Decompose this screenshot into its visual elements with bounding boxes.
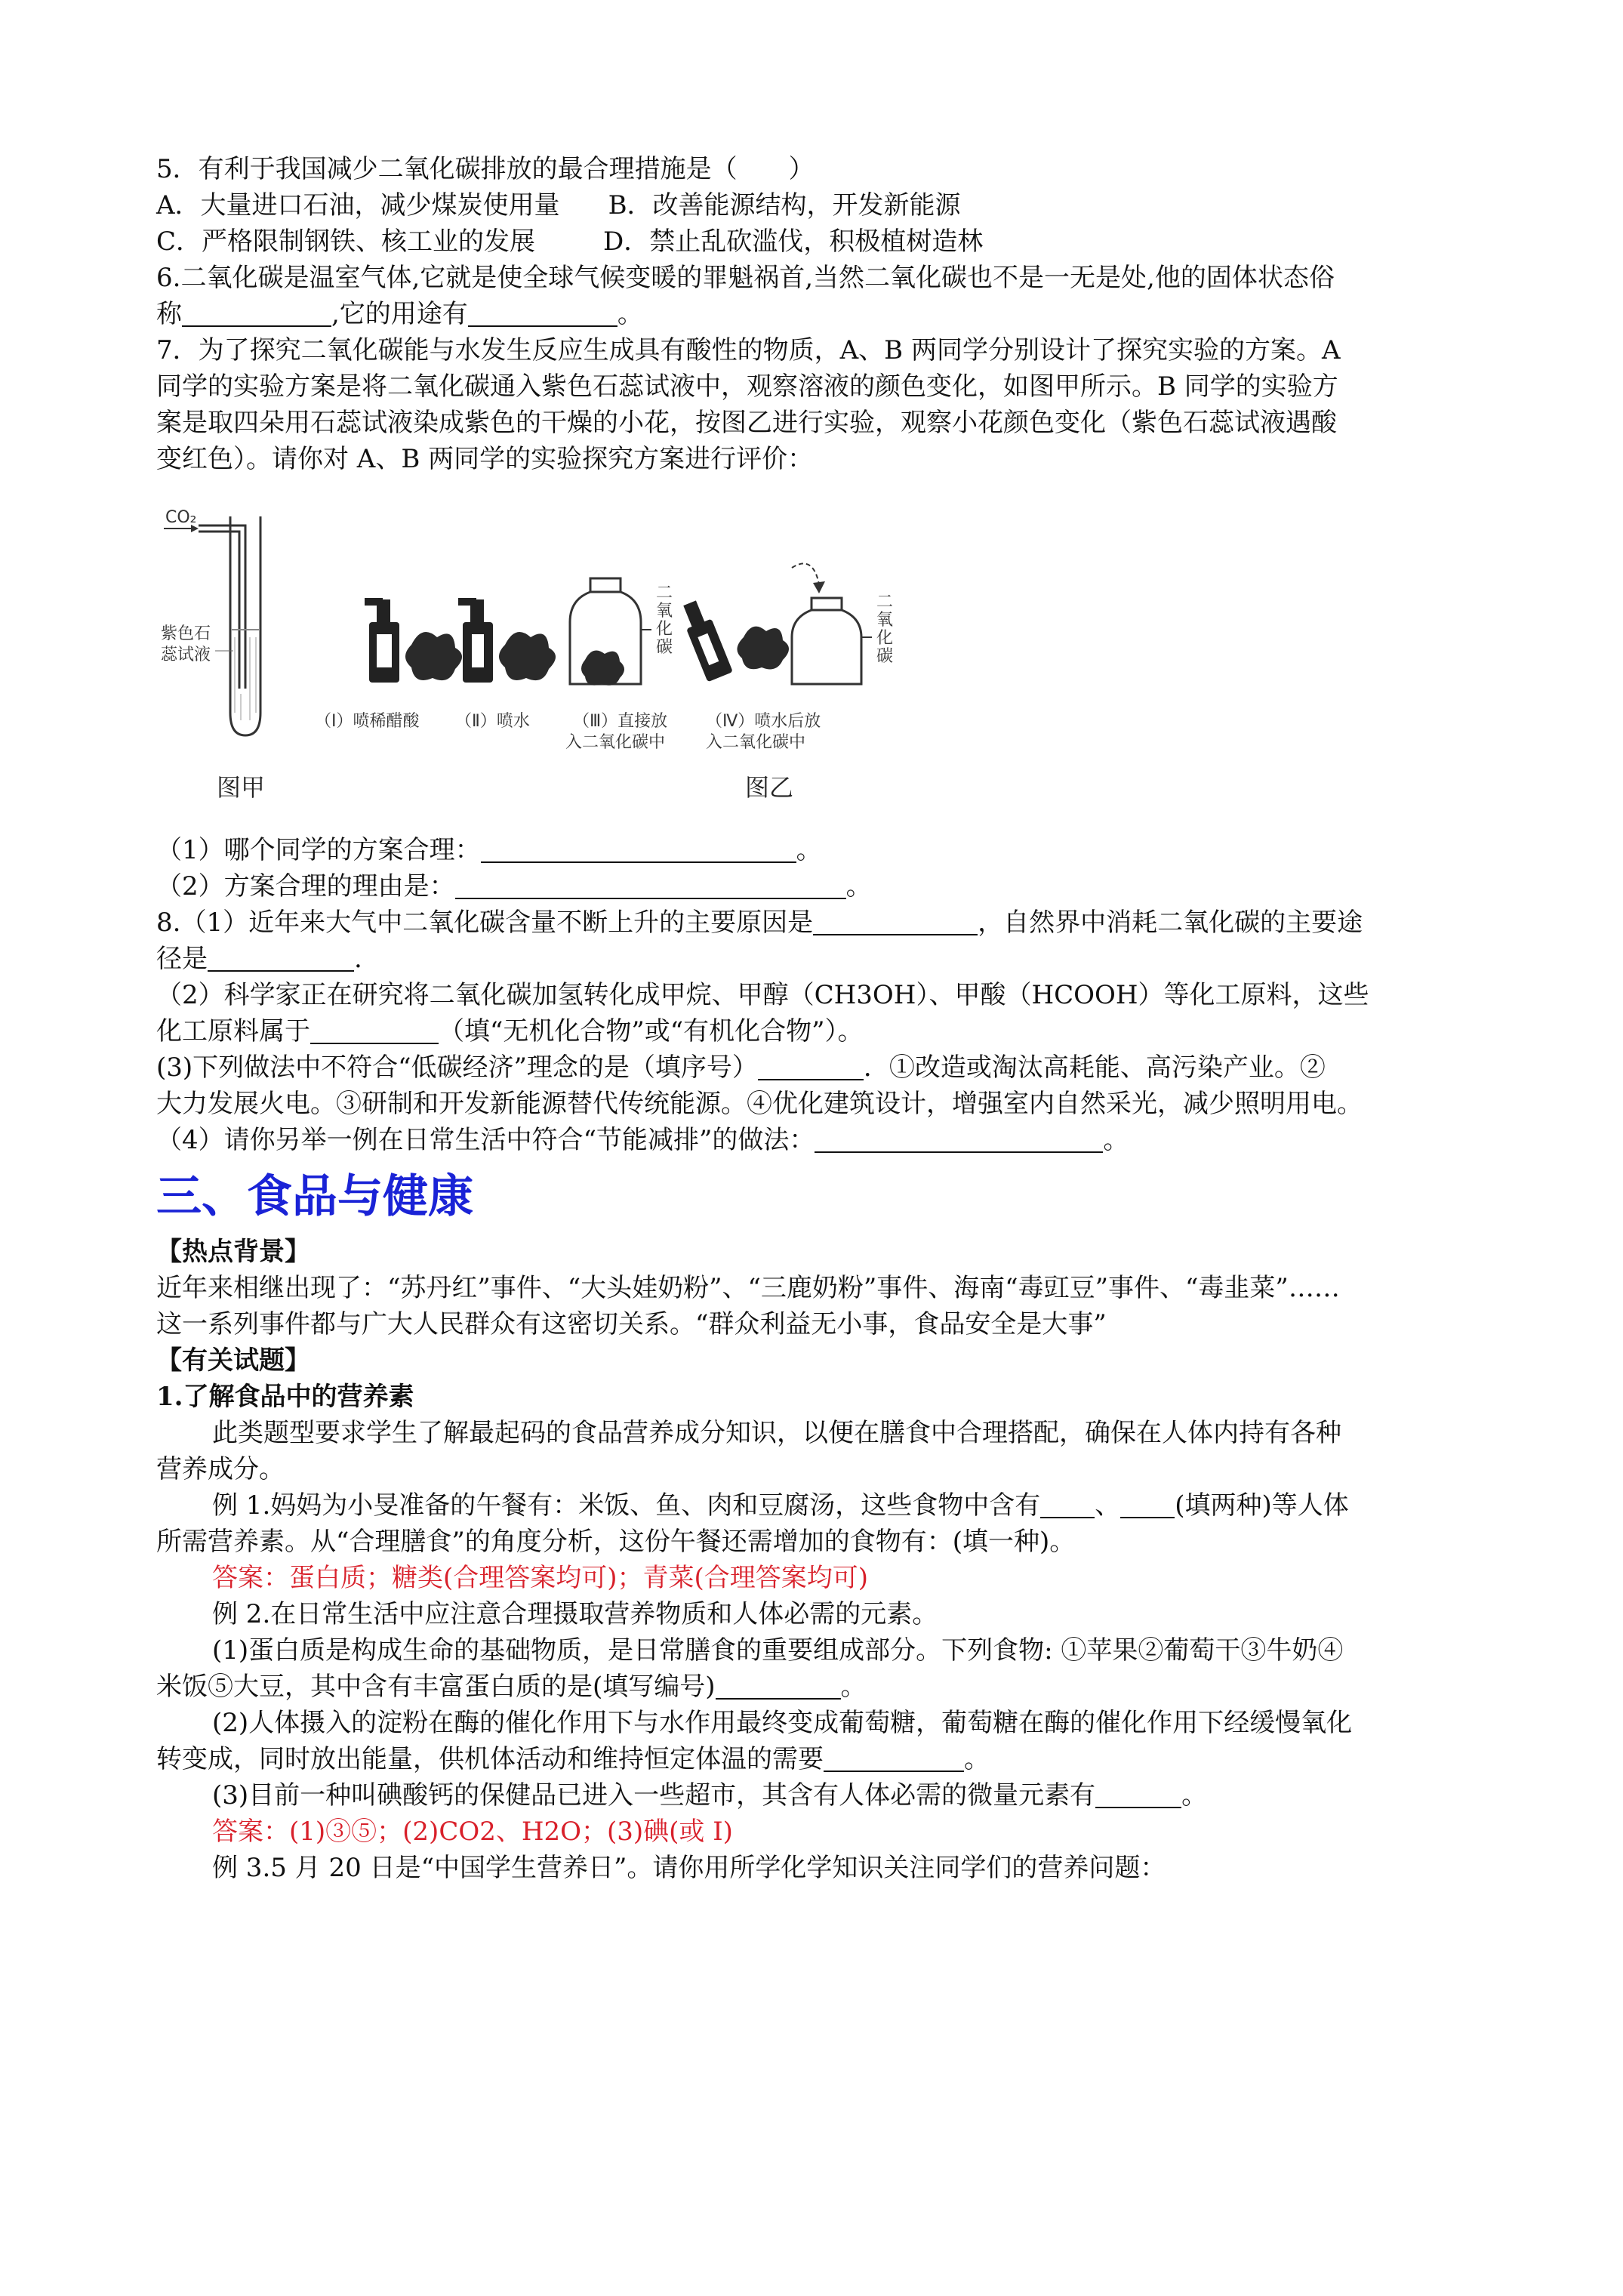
q8-l7-text-b: 。: [1103, 1125, 1129, 1155]
subsection-heading: 1.了解食品中的营养素: [156, 1382, 414, 1412]
step3-jar-label: [656, 584, 673, 657]
step1-spray-acid: [315, 598, 462, 731]
q7-sub1: [156, 832, 1485, 868]
tests-heading: 【有关试题】: [156, 1345, 310, 1376]
ex1-blank-1[interactable]: [1040, 1491, 1095, 1518]
document-page: [156, 151, 1485, 1886]
example2-part3: [156, 1777, 1485, 1814]
example1-line1: [156, 1487, 1485, 1524]
q7-sub2-end: 。: [845, 871, 872, 901]
intro-line2: 营养成分。: [156, 1454, 285, 1484]
step2-label: （Ⅱ）喷水: [455, 712, 530, 731]
ex2-3-end: 。: [1181, 1780, 1208, 1811]
q7-experiment-figure: [156, 486, 1485, 818]
example2-part1-line2: [156, 1669, 1485, 1705]
ex2-2-end: 。: [964, 1744, 990, 1774]
background-line2: 这一系列事件都与广大人民群众有这密切关系。“群众利益无小事，食品安全是大事”: [156, 1309, 1107, 1339]
figure-b-caption: 图乙: [745, 773, 794, 802]
ex1-text-a: 例 1.妈妈为小旻准备的午餐有：米饭、鱼、肉和豆腐汤，这些食物中含有: [212, 1490, 1041, 1521]
section-title: 三、食品与健康: [156, 1170, 473, 1223]
example3-line: 例 3.5 月 20 日是“中国学生营养日”。请你用所学化学知识关注同学们的营养问题：: [212, 1853, 1166, 1883]
answer2: 答案：(1)③⑤；(2)CO2、H2O；(3)碘(或 I): [212, 1817, 733, 1847]
q7-sub1-end: 。: [796, 835, 822, 865]
intro-line1: 此类题型要求学生了解最起码的食品营养成分知识，以便在膳食中合理搭配，确保在人体内持有各种: [212, 1418, 1341, 1448]
svg-text:氧: 氧: [876, 611, 894, 630]
q8-l7-text-a: （4）请你另举一例在日常生活中符合“节能减排”的做法：: [156, 1125, 815, 1155]
step1-label: （Ⅰ）喷稀醋酸: [315, 712, 420, 731]
step3-label-1: （Ⅲ）直接放: [573, 712, 668, 731]
q8-l2-text-a: 径是: [156, 944, 208, 974]
q8-l5-text-b: ．①改造或淘汰高耗能、高污染产业。②: [863, 1052, 1326, 1083]
q6-text-a: 称: [156, 299, 182, 329]
q6-line1: 6.二氧化碳是温室气体,它就是使全球气候变暖的罪魁祸首,当然二氧化碳也不是一无是处,他的固体状态俗: [156, 263, 1335, 293]
q8-line5: [156, 1049, 1485, 1086]
example1-line2: 所需营养素。从“合理膳食”的角度分析，这份午餐还需增加的食物有：(填一种)。: [156, 1527, 1076, 1557]
svg-text:二: 二: [656, 584, 673, 603]
step4-spray-then-jar: [678, 563, 893, 752]
ex2-blank-1[interactable]: [716, 1672, 841, 1700]
background-line1: 近年来相继出现了：“苏丹红”事件、“大头娃奶粉”、“三鹿奶粉”事件、海南“毒豇豆”事件、“毒韭菜”……: [156, 1273, 1340, 1303]
q8-blank-3[interactable]: [310, 1017, 439, 1044]
example2-part2-line2: [156, 1741, 1485, 1777]
tube-label-2: 蕊试液: [161, 646, 211, 664]
ex2-blank-2[interactable]: [824, 1745, 964, 1772]
ex2-1-text: 米饭⑤大豆，其中含有丰富蛋白质的是(填写编号): [156, 1672, 716, 1702]
q7-line2: 同学的实验方案是将二氧化碳通入紫色石蕊试液中，观察溶液的颜色变化，如图甲所示。B 同学的实验方: [156, 371, 1338, 402]
example2-part1-line1: (1)蛋白质是构成生命的基础物质，是日常膳食的重要组成部分。下列食物: ①苹果②葡萄干③牛奶④: [212, 1635, 1344, 1666]
q8-l1-text-a: 8.（1）近年来大气中二氧化碳含量不断上升的主要原因是: [156, 908, 814, 938]
q6-blank-2[interactable]: [468, 300, 617, 327]
step4-label-2: 入二氧化碳中: [706, 733, 806, 752]
q8-l4-text-a: 化工原料属于: [156, 1016, 310, 1046]
experiment-illustration: [156, 486, 987, 818]
svg-text:化: 化: [656, 620, 673, 639]
svg-text:化: 化: [876, 629, 894, 648]
q6-text-c: 。: [617, 299, 643, 329]
answer1: 答案：蛋白质；糖类(合理答案均可)；青菜(合理答案均可): [212, 1563, 869, 1593]
q5-stem: 5．有利于我国减少二氧化碳排放的最合理措施是（ ）: [156, 154, 815, 184]
q8-blank-4[interactable]: [758, 1053, 864, 1080]
tube-label-1: 紫色石: [161, 624, 211, 643]
q8-blank-5[interactable]: [815, 1126, 1103, 1153]
q5-option-b: B．改善能源结构，开发新能源: [608, 190, 961, 220]
q7-sub2-text: （2）方案合理的理由是：: [156, 871, 455, 901]
q7-line4: 变红色）。请你对 A、B 两同学的实验探究方案进行评价：: [156, 444, 814, 474]
step4-label-1: （Ⅳ）喷水后放: [706, 712, 821, 731]
q6-text-b: ,它的用途有: [331, 299, 468, 329]
ex1-blank-2[interactable]: [1120, 1491, 1175, 1518]
q8-line1: [156, 905, 1485, 941]
q8-l2-text-b: .: [354, 944, 362, 974]
svg-text:碳: 碳: [876, 647, 894, 666]
ex2-2-text: 转变成，同时放出能量，供机体活动和维持恒定体温的需要: [156, 1744, 824, 1774]
step2-spray-water: [455, 598, 556, 731]
q8-l4-text-b: （填“无机化合物”或“有机化合物”）。: [439, 1016, 864, 1046]
svg-text:氧: 氧: [656, 602, 673, 621]
figure-a-caption: 图甲: [217, 773, 266, 802]
q7-sub2: [156, 868, 1485, 905]
ex2-1-end: 。: [840, 1672, 867, 1702]
q5-options-cd: [156, 223, 1485, 260]
q5-option-a: A．大量进口石油，减少煤炭使用量: [156, 190, 560, 220]
q6-blank-1[interactable]: [182, 300, 331, 327]
q8-line2: [156, 941, 1485, 977]
q8-line4: [156, 1013, 1485, 1049]
q8-blank-1[interactable]: [813, 908, 978, 935]
q7-line3: 案是取四朵用石蕊试液染成紫色的干燥的小花，按图乙进行实验，观察小花颜色变化（紫色石蕊试液遇酸: [156, 408, 1337, 438]
q8-l5-text-a: (3)下列做法中不符合“低碳经济”理念的是（填序号）: [156, 1052, 758, 1083]
ex1-text-c: (填两种)等人体: [1175, 1490, 1349, 1521]
q5-options-ab: [156, 187, 1485, 223]
q5-option-d: D．禁止乱砍滥伐，积极植树造林: [603, 227, 984, 257]
q7-sub1-blank[interactable]: [481, 836, 796, 863]
step4-jar-label: [876, 593, 893, 666]
example2-line: 例 2.在日常生活中应注意合理摄取营养物质和人体必需的元素。: [212, 1599, 938, 1629]
q8-blank-2[interactable]: [208, 945, 354, 972]
q8-line6: 大力发展火电。③研制和开发新能源替代传统能源。④优化建筑设计，增强室内自然采光，减少照明用电。: [156, 1089, 1363, 1119]
q8-l1-text-b: ，自然界中消耗二氧化碳的主要途: [978, 908, 1363, 938]
ex2-3-text: (3)目前一种叫碘酸钙的保健品已进入一些超市，其含有人体必需的微量元素有: [212, 1780, 1096, 1811]
test-tube-figure: [161, 508, 260, 735]
svg-text:二: 二: [876, 593, 894, 612]
q8-line7: [156, 1122, 1485, 1158]
q7-sub2-blank[interactable]: [455, 872, 846, 899]
q6-line2: [156, 296, 1485, 332]
step3-jar: [565, 578, 673, 752]
q8-line3: （2）科学家正在研究将二氧化碳加氢转化成甲烷、甲醇（CH3OH）、甲酸（HCOOH）等化工原料，这些: [156, 980, 1369, 1010]
q7-line1: 7．为了探究二氧化碳能与水发生反应生成具有酸性的物质，A、B 两同学分别设计了探究实验的方案。A: [156, 335, 1341, 365]
ex2-blank-3[interactable]: [1095, 1781, 1181, 1808]
svg-text:碳: 碳: [656, 638, 673, 657]
example2-part2-line1: (2)人体摄入的淀粉在酶的催化作用下与水作用最终变成葡萄糖，葡萄糖在酶的催化作用下经缓慢氧化: [212, 1708, 1353, 1738]
q5-option-c: C．严格限制钢铁、核工业的发展: [156, 227, 536, 257]
co2-label: CO₂: [165, 508, 197, 527]
q7-sub1-text: （1）哪个同学的方案合理：: [156, 835, 481, 865]
step3-label-2: 入二氧化碳中: [565, 733, 666, 752]
ex1-text-b: 、: [1095, 1490, 1121, 1521]
background-heading: 【热点背景】: [156, 1237, 310, 1267]
